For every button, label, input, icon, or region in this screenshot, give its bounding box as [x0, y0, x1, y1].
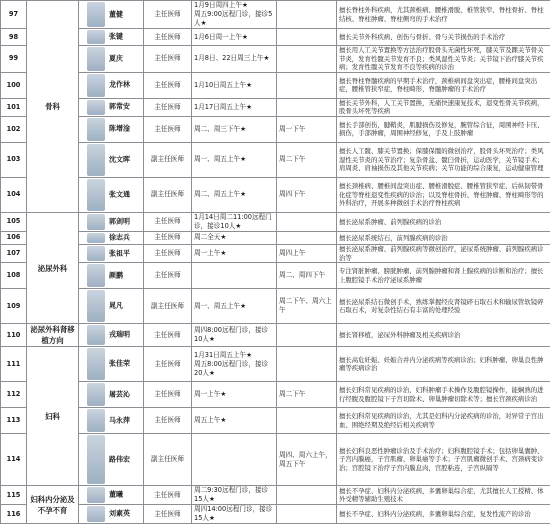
doctor-title: 主任医师	[144, 324, 192, 347]
doctor-name: 沈文晖	[109, 155, 143, 164]
doctor-photo	[87, 325, 105, 345]
specialty-description: 擅长妇科良恶性肿瘤诊治及手术治疗；妇科腹腔镜手术；包括卵巢囊肿、子宫内膜癌，子宫肌瘤、卵巢癌等手术；子宫肌瘤微创手术、宫颈病变诊治；宫腔镜下治疗子宫内膜息肉，宫腔粘连，子宫纵隔等	[337, 434, 550, 486]
extra-schedule-cell: 周一下午	[277, 116, 337, 142]
doctor-cell	[79, 382, 144, 408]
extra-schedule-cell: 周四下午	[277, 177, 337, 212]
table-row	[1, 263, 550, 289]
specialty-description: 擅长肾移植，泌尿外科肿瘤及相关疾病诊治	[337, 324, 550, 347]
row-number: 114	[1, 434, 27, 486]
department-cell: 泌尿外科	[27, 212, 79, 323]
specialty-description: 擅长泌尿系结石微创手术，熟练掌握经皮肾镜碎石取石术和输尿管软镜碎石取石术，对复杂性结石有丰富的处理经验	[337, 289, 550, 324]
doctor-name: 路伟宏	[109, 455, 143, 464]
specialty-description: 擅长不孕症、妇科内分泌疾病，多囊卵巢综合症，尤其擅长人工授精、体外受精等辅助生殖技术	[337, 486, 550, 505]
doctor-name: 张键	[109, 33, 143, 42]
doctor-photo	[87, 246, 105, 261]
specialty-description: 擅长高危妊娠、妊娠合并内分泌疾病等疾病诊治；妇科肿瘤、卵巢良性肿瘤等疾病诊治	[337, 347, 550, 382]
extra-schedule-cell: 周二下午	[277, 142, 337, 177]
specialty-description: 擅长人工髋、膝关节置换；保膝保髋的微创治疗，股骨头坏死治疗；类风湿性关节炎的关节治疗；复杂骨盆、髋臼骨折，运动医学，关节镜手术；肩周炎、肩袖损伤及其他关节疾病；关节功能的综合康复，运动健康管理	[337, 142, 550, 177]
doctor-title: 主任医师	[144, 382, 192, 408]
table-row	[1, 408, 550, 434]
doctor-name: 董健	[109, 10, 143, 19]
doctor-photo	[87, 179, 105, 211]
table-row	[1, 434, 550, 486]
row-number: 104	[1, 177, 27, 212]
doctor-cell	[79, 142, 144, 177]
row-number: 108	[1, 263, 27, 289]
extra-schedule-cell	[277, 1, 337, 29]
schedule-cell: 周二、周五上午★	[192, 177, 277, 212]
doctor-name: 晁凡	[109, 302, 143, 311]
extra-schedule-cell: 周二、周四下午	[277, 263, 337, 289]
doctor-title: 副主任医师	[144, 177, 192, 212]
extra-schedule-cell	[277, 347, 337, 382]
doctor-title: 主任医师	[144, 1, 192, 29]
doctor-name: 徐志兵	[109, 233, 143, 242]
row-number: 115	[1, 486, 27, 505]
schedule-cell: 1月9日周四上午★ 周五9:00远程门诊，接诊5人★	[192, 1, 277, 29]
doctor-photo	[87, 214, 105, 230]
doctor-cell	[79, 46, 144, 73]
schedule-cell: 周二、周三下午★	[192, 116, 277, 142]
table-row	[1, 382, 550, 408]
schedule-cell: 1月14日周二11:00远程门诊，接诊10人★	[192, 212, 277, 231]
schedule-cell: 1月17日周五上午★	[192, 98, 277, 116]
row-number: 110	[1, 324, 27, 347]
doctor-title: 主任医师	[144, 505, 192, 524]
doctor-name: 龙作林	[109, 81, 143, 90]
row-number: 107	[1, 244, 27, 262]
doctor-photo	[87, 348, 105, 380]
table-row	[1, 98, 550, 116]
table-row	[1, 324, 550, 347]
doctor-name: 颜鹏	[109, 271, 143, 280]
extra-schedule-cell	[277, 46, 337, 73]
schedule-cell: 周一、周五上午★	[192, 289, 277, 324]
table-row	[1, 29, 550, 46]
doctor-name: 张祖平	[109, 249, 143, 258]
doctor-title: 主任医师	[144, 29, 192, 46]
doctor-cell	[79, 347, 144, 382]
doctor-name: 戎瑞明	[109, 331, 143, 340]
row-number: 116	[1, 505, 27, 524]
doctor-cell	[79, 231, 144, 244]
row-number: 100	[1, 72, 27, 98]
schedule-cell: 周一上午★	[192, 382, 277, 408]
table-row	[1, 142, 550, 177]
table-row	[1, 505, 550, 524]
table-row	[1, 116, 550, 142]
doctor-cell	[79, 98, 144, 116]
doctor-photo	[87, 74, 105, 97]
row-number: 101	[1, 98, 27, 116]
specialty-description: 擅长颈椎病、腰椎间盘突出症、腰椎滑脱症、腰椎管狭窄症、后纵韧带骨化症等脊柱退变性疾病的诊治；以及脊柱骨折、脊柱肿瘤、脊柱畸形等的外科治疗，开展多种微创手术治疗脊柱疾病	[337, 177, 550, 212]
doctor-cell	[79, 29, 144, 46]
doctor-title: 主任医师	[144, 486, 192, 505]
doctor-photo	[87, 409, 105, 432]
specialty-description: 专注肾脏肿瘤、膀胱肿瘤、前列腺肿瘤和肾上腺疾病的诊断和治疗；擅长上腹腔镜手术治疗泌尿系肿瘤	[337, 263, 550, 289]
department-cell: 泌尿外科肾移植方向	[27, 324, 79, 347]
row-number: 109	[1, 289, 27, 324]
extra-schedule-cell	[277, 505, 337, 524]
doctor-photo	[87, 233, 105, 243]
doctor-title: 主任医师	[144, 212, 192, 231]
doctor-title: 主任医师	[144, 244, 192, 262]
doctor-title: 主任医师	[144, 408, 192, 434]
specialty-description: 擅长手部创伤，腱鞘炎，肌腱损伤及修复，腕管综合征，周围神经卡压、损伤，手部肿瘤，周围神经修复，手及上肢肿瘤	[337, 116, 550, 142]
extra-schedule-cell: 周四上午	[277, 244, 337, 262]
schedule-cell: 1月31日周五上午★ 周五8:00远程门诊，接诊20人★	[192, 347, 277, 382]
doctor-title: 主任医师	[144, 98, 192, 116]
department-cell: 骨科	[27, 1, 79, 213]
doctor-title: 副主任医师	[144, 434, 192, 486]
doctor-name: 张佳荣	[109, 360, 143, 369]
row-number: 99	[1, 46, 27, 73]
schedule-cell: 周四8:00远程门诊，接诊10人★	[192, 324, 277, 347]
doctor-cell	[79, 1, 144, 29]
row-number: 98	[1, 29, 27, 46]
doctor-photo	[87, 290, 105, 322]
doctor-photo	[87, 30, 105, 44]
schedule-cell: 周一上午★	[192, 244, 277, 262]
doctor-cell	[79, 263, 144, 289]
doctor-cell	[79, 324, 144, 347]
schedule-cell: 1月8日、22日周三上午★	[192, 46, 277, 73]
specialty-description: 擅长用人工关节置换等方法治疗股骨头无菌性坏死，膝关节及踝关节骨关节炎，发育性髋关节发育不良；类风湿性关节炎；关节镜下治疗膝关节疾病；发育性髋关节发育不良等疾病的诊治	[337, 46, 550, 73]
doctor-name: 刘素英	[109, 510, 143, 519]
extra-schedule-cell	[277, 408, 337, 434]
schedule-cell: 1月6日周一上午★	[192, 29, 277, 46]
row-number: 103	[1, 142, 27, 177]
extra-schedule-cell	[277, 231, 337, 244]
doctor-cell	[79, 116, 144, 142]
schedule-cell: 1月10日周五上午★	[192, 72, 277, 98]
table-row	[1, 46, 550, 73]
doctor-photo	[87, 383, 105, 406]
doctor-photo	[87, 118, 105, 141]
doctor-title: 副主任医师	[144, 289, 192, 324]
doctor-photo	[87, 2, 105, 27]
extra-schedule-cell	[277, 486, 337, 505]
doctor-title: 主任医师	[144, 231, 192, 244]
department-cell: 妇科	[27, 347, 79, 486]
specialty-description: 擅长泌尿系肿瘤、前列腺疾病的诊治	[337, 212, 550, 231]
schedule-cell: 周一、周五上午★	[192, 142, 277, 177]
specialty-description: 擅长关节外科疾病、创伤与骨折、骨与关节损伤的手术治疗	[337, 29, 550, 46]
extra-schedule-cell: 周四、周六上午，周五下午	[277, 434, 337, 486]
specialty-description: 擅长关节外科，人工关节置换，无痛快速康复技术，退变性骨关节疾病，股骨头坏死等疾病	[337, 98, 550, 116]
table-row	[1, 347, 550, 382]
doctor-cell	[79, 434, 144, 486]
table-row	[1, 177, 550, 212]
doctor-cell	[79, 486, 144, 505]
extra-schedule-cell	[277, 212, 337, 231]
doctor-name: 董曦	[109, 491, 143, 500]
doctor-photo	[87, 506, 105, 522]
doctor-photo	[87, 264, 105, 287]
extra-schedule-cell: 周二下午、周六上午	[277, 289, 337, 324]
row-number: 112	[1, 382, 27, 408]
doctor-name: 郭剑明	[109, 217, 143, 226]
table-row	[1, 72, 550, 98]
doctor-name: 张文通	[109, 190, 143, 199]
doctor-cell	[79, 72, 144, 98]
doctor-name: 夏庆	[109, 54, 143, 63]
doctor-name: 屠芸沁	[109, 390, 143, 399]
schedule-cell: 周四14:00远程门诊，接诊15人★	[192, 505, 277, 524]
table-row	[1, 231, 550, 244]
doctor-name: 陈增淦	[109, 125, 143, 134]
row-number: 102	[1, 116, 27, 142]
department-cell: 妇科内分泌及不孕不育	[27, 486, 79, 524]
doctor-photo	[87, 47, 105, 71]
row-number: 111	[1, 347, 27, 382]
doctor-cell	[79, 408, 144, 434]
table-row	[1, 486, 550, 505]
doctor-photo	[87, 487, 105, 503]
specialty-description: 擅长不孕症、妇科内分泌疾病，多囊卵巢综合症，复发性流产的诊治	[337, 505, 550, 524]
specialty-description: 擅长脊柱外科疾病，尤其颈椎病、腰椎滑脱、椎管狭窄、脊柱骨折、脊柱结核、脊柱肿瘤、脊柱侧弯的手术治疗	[337, 1, 550, 29]
schedule-cell: 周二全天★	[192, 231, 277, 244]
doctor-cell	[79, 505, 144, 524]
specialty-description: 擅长妇科常见疾病的诊治，尤其是妇科内分泌疾病的诊治，对异常子宫出血、围绝经期及绝经后相关疾病等	[337, 408, 550, 434]
extra-schedule-cell: 周二下午	[277, 382, 337, 408]
doctor-title: 主任医师	[144, 263, 192, 289]
row-number: 113	[1, 408, 27, 434]
doctor-photo	[87, 144, 105, 176]
row-number: 97	[1, 1, 27, 29]
doctor-title: 副主任医师	[144, 142, 192, 177]
specialty-description: 擅长脊柱脊髓疾病的早期手术治疗，颈椎病间盘突出症，腰椎间盘突出症，腰椎管狭窄症，脊柱畸形，脊髓肿瘤的手术治疗	[337, 72, 550, 98]
row-number: 106	[1, 231, 27, 244]
doctor-title: 主任医师	[144, 72, 192, 98]
doctor-cell	[79, 212, 144, 231]
doctor-title: 主任医师	[144, 46, 192, 73]
table-row	[1, 1, 550, 29]
schedule-cell	[192, 263, 277, 289]
doctor-name: 马永萍	[109, 416, 143, 425]
specialty-description: 擅长妇科常见疾病的诊治，妇科肿瘤手术操作及腹腔镜操作，能娴熟的进行经腹及腹腔镜下子宫切除术、卵巢肿瘤切除术等；擅长宫颈疾病诊治	[337, 382, 550, 408]
table-row	[1, 212, 550, 231]
doctor-cell	[79, 177, 144, 212]
doctor-name: 郭常安	[109, 103, 143, 112]
extra-schedule-cell	[277, 98, 337, 116]
schedule-cell	[192, 434, 277, 486]
doctor-title: 主任医师	[144, 347, 192, 382]
specialty-description: 擅长泌尿系肿瘤、前列腺疾病等微创治疗，泌尿系统肿瘤、前列腺疾病诊治等	[337, 244, 550, 262]
extra-schedule-cell	[277, 72, 337, 98]
table-row	[1, 289, 550, 324]
doctor-photo	[87, 435, 105, 484]
doctor-photo	[87, 100, 105, 115]
table-row	[1, 244, 550, 262]
doctor-cell	[79, 244, 144, 262]
schedule-cell: 周二9:30远程门诊，接诊15人★	[192, 486, 277, 505]
schedule-cell: 周五上午★	[192, 408, 277, 434]
extra-schedule-cell	[277, 324, 337, 347]
specialty-description: 擅长泌尿系统结石，前列腺疾病的诊治	[337, 231, 550, 244]
extra-schedule-cell	[277, 29, 337, 46]
doctor-title: 主任医师	[144, 116, 192, 142]
row-number: 105	[1, 212, 27, 231]
doctor-cell	[79, 289, 144, 324]
